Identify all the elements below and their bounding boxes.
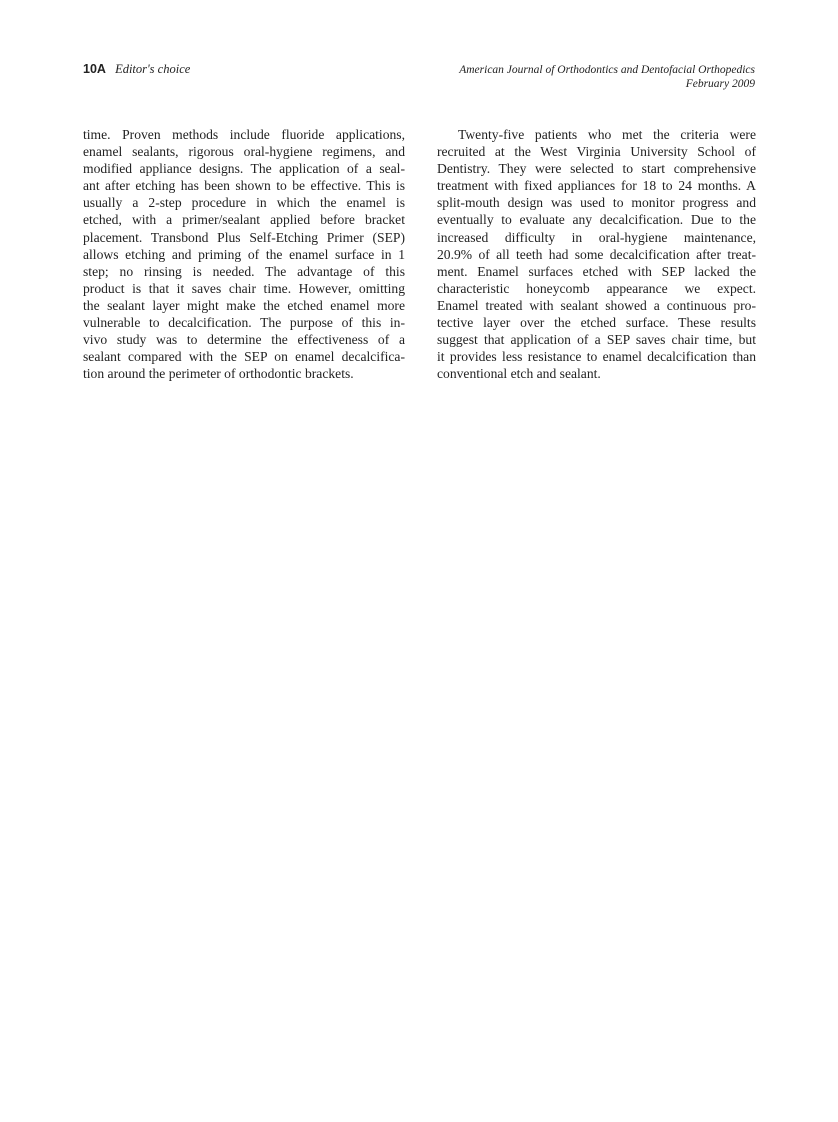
issue-date: February 2009 [685, 78, 755, 90]
text-line: the sealant layer might make the etched enamel more [83, 297, 405, 313]
text-line: vulnerable to decalcification. The purpose of this in- [83, 315, 405, 331]
page-number: 10A [83, 62, 106, 76]
text-line: time. Proven methods include fluoride applications, [83, 127, 405, 142]
text-line: usually a 2-step procedure in which the enamel is [83, 195, 405, 211]
text-line: Twenty-five patients who met the criteria were [458, 127, 756, 142]
text-line: conventional etch and sealant. [437, 366, 601, 382]
text-line: allows etching and priming of the enamel surface in 1 [83, 246, 405, 262]
text-line: placement. Transbond Plus Self-Etching Primer (SEP) [83, 229, 405, 245]
left-column-text [83, 126, 405, 382]
journal-title: American Journal of Orthodontics and Dentofacial Orthopedics [459, 64, 755, 76]
text-line: enamel sealants, rigorous oral-hygiene regimens, and [83, 144, 405, 160]
right-column-text [437, 126, 756, 382]
text-line: vivo study was to determine the effectiveness of a [83, 332, 405, 348]
text-line: tective layer over the etched surface. These results [437, 315, 756, 331]
text-line: 20.9% of all teeth had some decalcification after treat- [437, 246, 756, 262]
text-line: etched, with a primer/sealant applied before bracket [83, 212, 405, 228]
running-header-left [83, 62, 190, 77]
text-line: step; no rinsing is needed. The advantage of this [83, 263, 405, 279]
text-line: increased difficulty in oral-hygiene maintenance, [437, 229, 756, 245]
text-line: ment. Enamel surfaces etched with SEP lacked the [437, 263, 756, 279]
text-line: recruited at the West Virginia University School of [437, 144, 756, 160]
text-line: Dentistry. They were selected to start comprehensive [437, 161, 756, 177]
text-line: suggest that application of a SEP saves chair time, but [437, 332, 756, 348]
section-title: Editor's choice [115, 62, 191, 76]
text-line: ant after etching has been shown to be effective. This is [83, 178, 405, 194]
text-line: treatment with fixed appliances for 18 to 24 months. A [437, 178, 756, 194]
text-line: it provides less resistance to enamel decalcification than [437, 349, 756, 365]
text-line: sealant compared with the SEP on enamel decalcifica- [83, 349, 405, 365]
text-line: split-mouth design was used to monitor progress and [437, 195, 756, 211]
text-line: product is that it saves chair time. However, omitting [83, 280, 405, 296]
running-header-right [459, 63, 755, 91]
text-line: eventually to evaluate any decalcification. Due to the [437, 212, 756, 228]
text-line: tion around the perimeter of orthodontic brackets. [83, 366, 354, 382]
text-line: Enamel treated with sealant showed a continuous pro- [437, 297, 756, 313]
text-line: characteristic honeycomb appearance we expect. [437, 280, 756, 296]
text-line: modified appliance designs. The application of a seal- [83, 161, 405, 177]
